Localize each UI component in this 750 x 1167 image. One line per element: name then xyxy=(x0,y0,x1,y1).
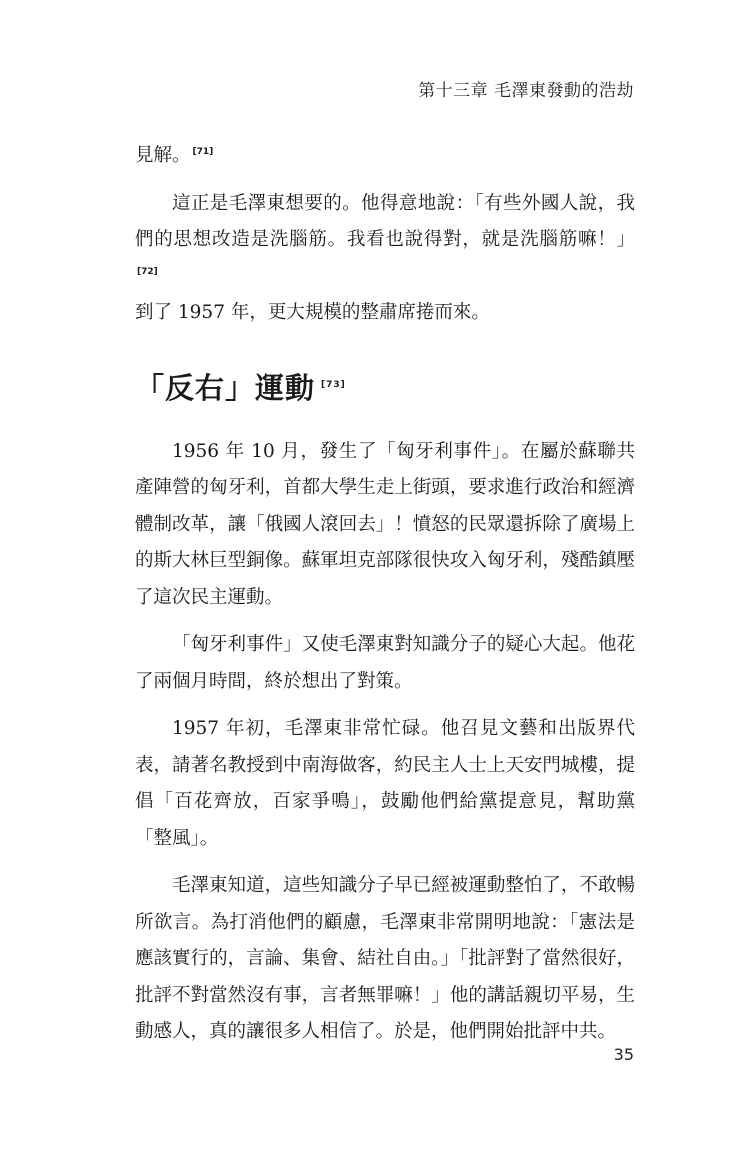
section-heading-text: 「反右」運動 xyxy=(135,370,316,405)
paragraph xyxy=(135,186,635,332)
page-body xyxy=(135,138,635,1062)
paragraph-text-tail: 到了 1957 年，更大規模的整肅席捲而來。 xyxy=(135,302,490,323)
paragraph xyxy=(135,868,635,1051)
paragraph-text: 「匈牙利事件」又使毛澤東對知識分子的疑心大起。他花了兩個月時間，終於想出了對策。 xyxy=(135,634,635,692)
paragraph-text: 見解。 xyxy=(135,145,191,166)
page-number: 35 xyxy=(613,1045,634,1064)
paragraph xyxy=(135,711,635,857)
footnote-ref: [73] xyxy=(321,379,346,390)
section-heading xyxy=(135,368,635,408)
paragraph xyxy=(135,627,635,700)
footnote-ref: [72] xyxy=(137,267,158,278)
paragraph-text: 1956 年 10 月，發生了「匈牙利事件」。在屬於蘇聯共產陣營的匈牙利，首都大學生走上街頭，要求進行政治和經濟體制改革，讓「俄國人滾回去」！憤怒的民眾還拆除了廣場上的斯大林巨型銅像。蘇軍坦克部隊很快攻入匈牙利，殘酷鎮壓了這次民主運動。 xyxy=(135,440,635,608)
paragraph-text: 1957 年初，毛澤東非常忙碌。他召見文藝和出版界代表，請著名教授到中南海做客，約民主人士上天安門城樓，提倡「百花齊放，百家爭鳴」，鼓勵他們給黨提意見，幫助黨「整風」。 xyxy=(135,718,635,849)
footnote-ref: [71] xyxy=(192,146,214,157)
paragraph xyxy=(135,434,635,617)
paragraph-text: 這正是毛澤東想要的。他得意地說：「有些外國人說，我們的思想改造是洗腦筋。我看也說得對，就是洗腦筋嘛！」 xyxy=(135,192,635,250)
running-header-chapter-title: 第十三章 毛澤東發動的浩劫 xyxy=(418,81,634,101)
paragraph-text: 毛澤東知道，這些知識分子早已經被運動整怕了，不敢暢所欲言。為打消他們的顧慮，毛澤東非常開明地說：「憲法是應該實行的，言論、集會、結社自由。」「批評對了當然很好，批評不對當然沒有事，言者無罪嘛！」他的講話親切平易，生動感人，真的讓很多人相信了。於是，他們開始批評中共。 xyxy=(135,875,635,1042)
paragraph-continuation xyxy=(135,138,635,175)
